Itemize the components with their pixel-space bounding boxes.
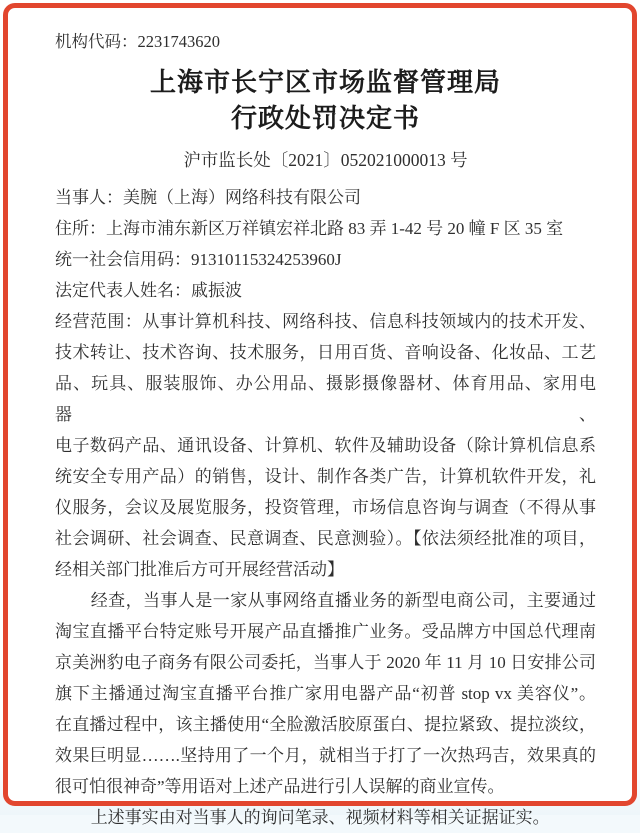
scope-line: 社会调研、社会调查、民意调查、民意测验）。【依法须经批准的项目， — [55, 529, 596, 548]
finding-line: 经查，当事人是一家从事网络直播业务的新型电商公司，主要通过 — [90, 591, 596, 610]
finding-line: 很可怕很神奇”等用语对上述产品进行引人误解的商业宣传。 — [55, 777, 505, 796]
penalty-decision-document — [3, 3, 637, 827]
finding-line: 旗下主播通过淘宝直播平台推广家用电器产品“初普 stop vx 美容仪”。 — [55, 684, 596, 703]
scope-line: 统安全专用产品）的销售，设计、制作各类广告，计算机软件开发，礼 — [55, 467, 596, 486]
finding-line: 在直播过程中，该主播使用“全脸激活胶原蛋白、提拉紧致、提拉淡纹， — [55, 715, 596, 734]
scope-line: 仪服务，会议及展览服务，投资管理，市场信息咨询与调查（不得从事 — [55, 498, 596, 517]
scope-line: 技术转让、技术咨询、技术服务，日用百货、音响设备、化妆品、工艺 — [55, 343, 596, 362]
scope-line: 品、玩具、服装服饰、办公用品、摄影摄像器材、体育用品、家用电器、 — [55, 374, 596, 424]
document-title-line1: 上海市长宁区市场监督管理局 — [149, 67, 501, 97]
finding-line: 效果巨明显…….坚持用了一个月，就相当于打了一次热玛吉，效果真的 — [55, 746, 596, 765]
scope-line: 电子数码产品、通讯设备、计算机、软件及辅助设备（除计算机信息系 — [55, 436, 596, 455]
address-line: 住所：上海市浦东新区万祥镇宏祥北路 83 弄 1-42 号 20 幢 F 区 35 室 — [55, 219, 564, 238]
party-line: 当事人：美腕（上海）网络科技有限公司 — [55, 188, 361, 207]
document-body — [55, 182, 596, 833]
legal-rep-line: 法定代表人姓名：戚振波 — [55, 281, 242, 300]
evidence-line: 上述事实由对当事人的询问笔录、视频材料等相关证据证实。 — [90, 808, 550, 827]
document-title-line2: 行政处罚决定书 — [230, 103, 420, 133]
org-code: 机构代码：2231743620 — [55, 32, 220, 51]
scope-line: 经营范围：从事计算机科技、网络科技、信息科技领域内的技术开发、 — [55, 312, 596, 331]
scope-line: 经相关部门批准后方可开展经营活动】 — [55, 560, 344, 579]
document-number: 沪市监长处〔2021〕052021000013 号 — [183, 150, 468, 170]
finding-line: 淘宝直播平台特定账号开展产品直播推广业务。受品牌方中国总代理南 — [55, 622, 596, 641]
credit-code-line: 统一社会信用码：91310115324253960J — [55, 250, 342, 269]
finding-line: 京美洲豹电子商务有限公司委托，当事人于 2020 年 11 月 10 日安排公司 — [55, 653, 596, 672]
